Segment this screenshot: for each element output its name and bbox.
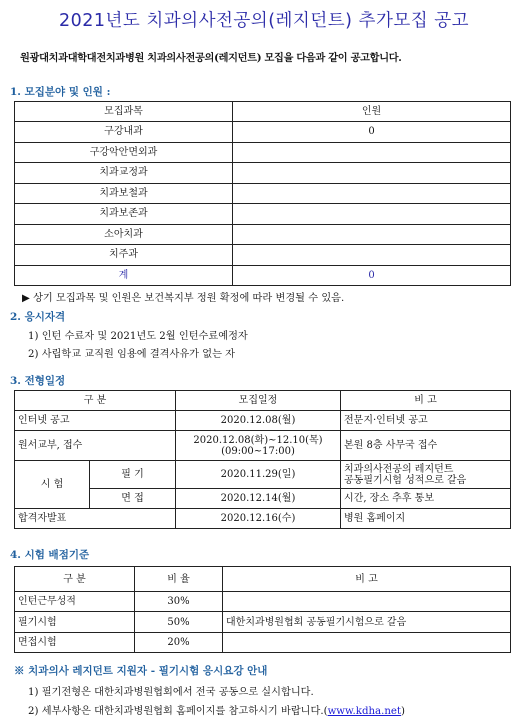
table-row: [15, 142, 511, 163]
header-date: 모집일정: [176, 391, 341, 411]
row-note: [223, 592, 511, 612]
table-row: [15, 183, 511, 204]
table-row: [15, 489, 511, 509]
row-label: 인터넷 공고: [15, 411, 176, 431]
row-note: 전문지·인터넷 공고: [341, 411, 511, 431]
dept-cell: 구강악안면외과: [15, 142, 233, 163]
qualification-item: 1) 인턴 수료자 및 2021년도 2월 인턴수료예정자: [28, 331, 248, 342]
row-ratio: 30%: [135, 592, 223, 612]
total-row: [15, 265, 511, 286]
scoring-table: [14, 566, 511, 653]
guide-item: [28, 702, 405, 717]
row-label: 인턴근무성적: [15, 592, 135, 612]
header-dept: 모집과목: [15, 102, 233, 122]
row-ratio: 50%: [135, 612, 223, 633]
row-label: 필 기: [90, 461, 176, 489]
guide-item: 1) 필기전형은 대한치과병원협회에서 전국 공동으로 실시합니다.: [28, 687, 314, 698]
table-row: [15, 204, 511, 225]
section-3-heading: 3. 전형일정: [10, 375, 66, 387]
table-row: [15, 633, 511, 653]
row-date: 2020.12.14(월): [176, 489, 341, 509]
note-line: 치과의사전공의 레지던트: [344, 463, 454, 475]
section-4-heading: 4. 시험 배점기준: [10, 549, 90, 561]
total-value: 0: [233, 265, 511, 286]
row-note: [223, 633, 511, 653]
kdha-link[interactable]: www.kdha.net: [327, 706, 402, 717]
row-note: 병원 홈페이지: [341, 509, 511, 529]
row-date: 2020.11.29(일): [176, 461, 341, 489]
section-1-heading: 1. 모집분야 및 인원 :: [10, 86, 111, 98]
table-row: [15, 163, 511, 184]
table-row: [15, 461, 511, 489]
exam-label: 시 험: [15, 461, 90, 509]
guide-item-suffix: ): [401, 706, 406, 717]
row-label: 필기시험: [15, 612, 135, 633]
dept-cell: 치주과: [15, 245, 233, 266]
row-label: 원서교부, 접수: [15, 431, 176, 461]
dept-cell: 치과보존과: [15, 204, 233, 225]
page-title: 2021년도 치과의사전공의(레지던트) 추가모집 공고: [58, 11, 470, 31]
count-cell: 0: [233, 122, 511, 143]
count-cell: [233, 204, 511, 225]
row-label: 합격자발표: [15, 509, 176, 529]
intro-text: 원광대치과대학대전치과병원 치과의사전공의(레지던트) 모집을 다음과 같이 공고합니다.: [20, 52, 402, 64]
total-label: 계: [15, 265, 233, 286]
header-note: 비 고: [341, 391, 511, 411]
guide-item-text: 2) 세부사항은 대한치과병원협회 홈페이지를 참고하시기 바랍니다.(: [28, 706, 328, 717]
count-cell: [233, 183, 511, 204]
recruitment-note: ▶ 상기 모집과목 및 인원은 보건복지부 정원 확정에 따라 변경될 수 있음.: [22, 293, 345, 304]
table-row: [15, 122, 511, 143]
table-row: [15, 431, 511, 461]
section-2-heading: 2. 응시자격: [10, 311, 66, 323]
table-row: [15, 509, 511, 529]
count-cell: [233, 245, 511, 266]
table-row: [15, 411, 511, 431]
row-note: 시간, 장소 추후 통보: [341, 489, 511, 509]
row-note: 대한치과병원협회 공동필기시험으로 갈음: [223, 612, 511, 633]
row-label: 면접시험: [15, 633, 135, 653]
count-cell: [233, 142, 511, 163]
dept-cell: 치과교정과: [15, 163, 233, 184]
table-row: [15, 612, 511, 633]
table-header-row: [15, 567, 511, 592]
date-line: (09:00~17:00): [221, 445, 295, 457]
table-row: [15, 245, 511, 266]
date-line: 2020.12.08(화)~12.10(목): [193, 434, 323, 446]
table-row: [15, 224, 511, 245]
row-date: 2020.12.08(월): [176, 411, 341, 431]
table-header-row: [15, 102, 511, 122]
header-type: 구 분: [15, 391, 176, 411]
header-ratio: 비 율: [135, 567, 223, 592]
header-note: 비 고: [223, 567, 511, 592]
table-row: [15, 592, 511, 612]
note-line: 공동필기시험 성적으로 갈음: [344, 474, 467, 486]
dept-cell: 치과보철과: [15, 183, 233, 204]
row-note: 본원 8층 사무국 접수: [341, 431, 511, 461]
row-label: 면 접: [90, 489, 176, 509]
row-date: [176, 431, 341, 461]
schedule-table: [14, 390, 511, 529]
qualification-item: 2) 사립학교 교직원 임용에 결격사유가 없는 자: [28, 349, 236, 360]
guide-heading: ※ 치과의사 레지던트 지원자 - 필기시험 응시요강 안내: [14, 665, 268, 677]
header-type: 구 분: [15, 567, 135, 592]
table-header-row: [15, 391, 511, 411]
header-count: 인원: [233, 102, 511, 122]
row-note: [341, 461, 511, 489]
row-ratio: 20%: [135, 633, 223, 653]
row-date: 2020.12.16(수): [176, 509, 341, 529]
count-cell: [233, 224, 511, 245]
recruitment-table: [14, 101, 511, 286]
count-cell: [233, 163, 511, 184]
dept-cell: 소아치과: [15, 224, 233, 245]
dept-cell: 구강내과: [15, 122, 233, 143]
